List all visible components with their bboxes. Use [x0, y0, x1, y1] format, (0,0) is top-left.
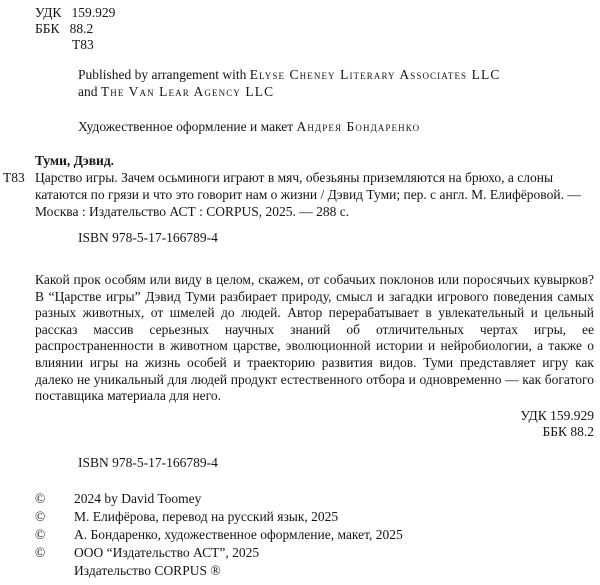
bbk-code-top: ББК 88.2: [35, 21, 94, 36]
copyright-symbol: ©: [35, 490, 46, 506]
isbn-top: ISBN 978-5-17-166789-4: [78, 230, 218, 245]
copyright-row: [35, 526, 594, 544]
copyright-text: 2024 by David Toomey: [74, 490, 202, 506]
agency-name-1: Elyse Cheney Literary Associates LLC: [249, 67, 501, 82]
rights-arrangement: [78, 66, 594, 100]
bib-author: Туми, Дэвид.: [35, 153, 115, 168]
arrangement-line-2: [78, 83, 594, 100]
udk-code-bottom: УДК 159.929: [520, 407, 594, 423]
design-credit-prefix: Художественное оформление и макет: [78, 119, 297, 134]
udk-code-top: УДК 159.929: [35, 5, 116, 20]
designer-name: Андрея Бондаренко: [296, 119, 421, 134]
copyright-text: ООО “Издательство АСТ”, 2025: [74, 544, 260, 560]
copyright-row: [35, 544, 594, 562]
design-credit: [78, 118, 594, 135]
agency-name-2: The Van Lear Agency LLC: [100, 84, 275, 99]
bib-description: Царство игры. Зачем осьминоги играют в мяч, обезьяны приземляются на брюхо, а слоны катаются по грязи и что это говорит нам о жизни / Дэвид Туми; пер. с англ. М. Елифёровой. — Москва : Издательство АСТ : CORPUS, 2025. — 288 с.: [35, 170, 581, 219]
classification-codes-bottom: [35, 408, 594, 440]
copyright-row: [35, 508, 594, 526]
author-sign-top: Т83: [72, 37, 94, 52]
arrangement-prefix-1: Published by arrangement with: [78, 67, 250, 82]
publisher-imprint: Издательство CORPUS ®: [74, 562, 221, 578]
author-sign-margin: Т83: [3, 170, 25, 185]
annotation-paragraph: Какой прок особям или виду в целом, скажем, от собачьих поклонов или поросячьих кувырков? В “Царстве игры” Дэвид Туми разбирает природу, смысл и загадки игрового поведения самых разных животных, от шмелей до людей. Автор перерабатывает в увлекательный и цельный рассказ массив серьезных научных знаний об отличительных чертах игры, ее распространенности в животном царстве, эволюционной истории и нейробиологии, а также о влиянии игры на жизнь особей и траекторию развития видов. Туми представляет игру как далеко не уникальный для людей продукт естественного отбора и одновременно — как богатого поставщика материала для него.: [35, 272, 594, 404]
bibliographic-record: [3, 152, 594, 220]
copyright-symbol: ©: [35, 526, 46, 542]
bib-entry: [3, 169, 594, 220]
classification-codes-top: [35, 5, 594, 53]
copyright-block: [35, 490, 594, 580]
publisher-row: [35, 562, 594, 580]
arrangement-line-1: [78, 66, 594, 83]
copyright-text: А. Бондаренко, художественное оформление, макет, 2025: [74, 526, 403, 542]
copyright-symbol: ©: [35, 508, 46, 524]
copyright-row: [35, 490, 594, 508]
copyright-symbol-empty: [35, 562, 74, 580]
copyright-symbol: ©: [35, 544, 46, 560]
copyright-text: М. Елифёрова, перевод на русский язык, 2025: [74, 508, 339, 524]
bbk-code-bottom: ББК 88.2: [542, 423, 594, 439]
isbn-bottom: ISBN 978-5-17-166789-4: [78, 454, 218, 470]
arrangement-prefix-2: and: [78, 84, 101, 99]
